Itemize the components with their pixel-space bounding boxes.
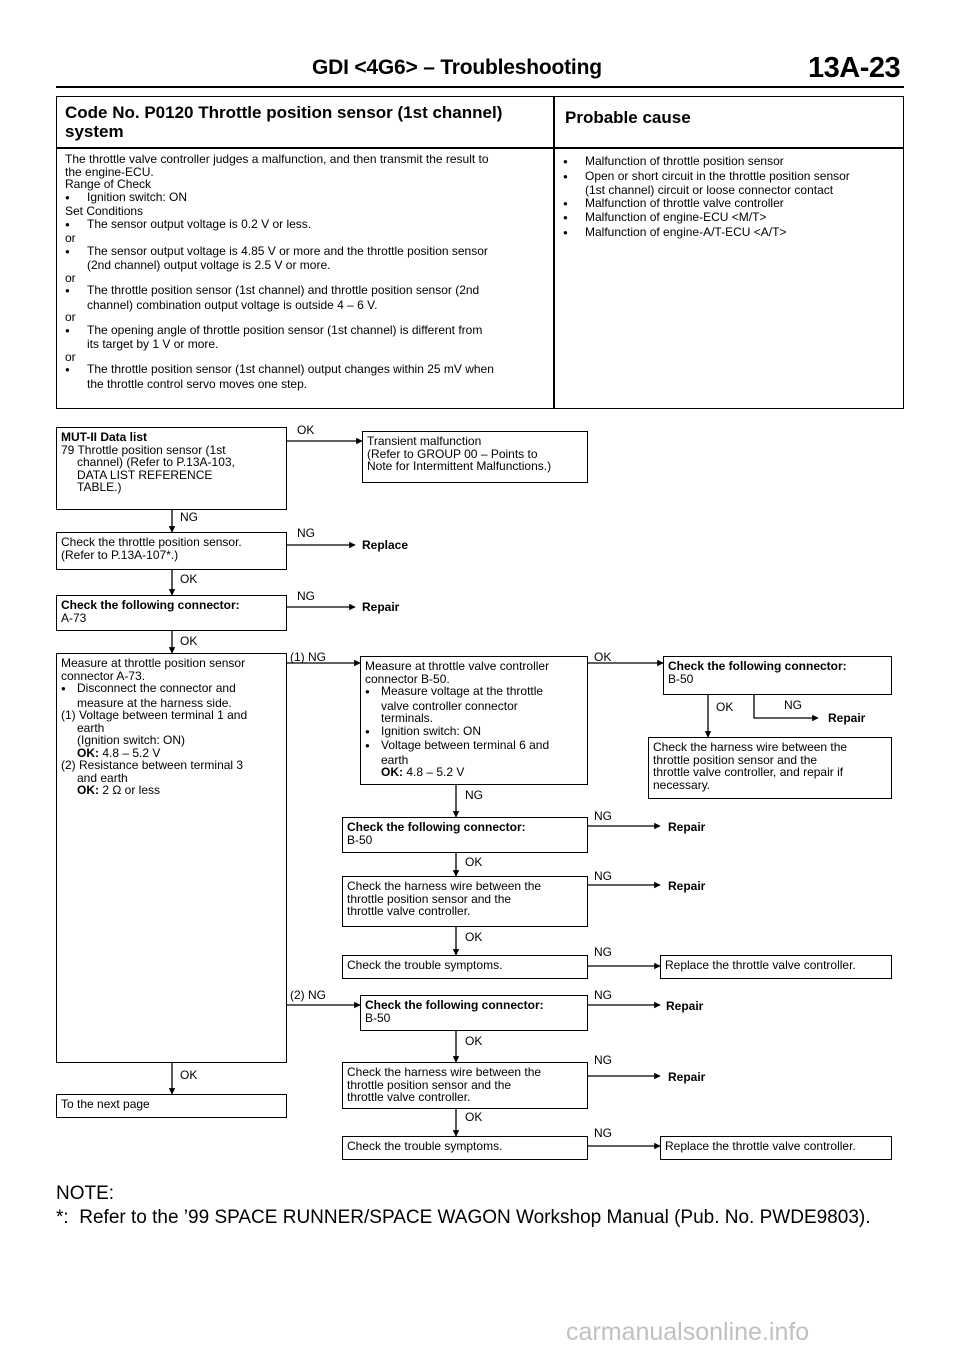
- box-line: DATA LIST REFERENCE: [77, 467, 213, 482]
- flow-label-ng1: (1) NG: [290, 650, 326, 664]
- flow-label-ng: NG: [180, 510, 198, 524]
- box-line: (Refer to P.13A-107*.): [61, 547, 179, 562]
- flow-label-ng: NG: [594, 945, 612, 959]
- description-line: the throttle control servo moves one step.: [87, 376, 308, 391]
- check-harness-and-repair-box: [648, 737, 892, 799]
- box-line: Check the trouble symptoms.: [347, 1139, 503, 1153]
- flow-label-ng: NG: [594, 988, 612, 1002]
- box-line: ● Voltage between terminal 6 and: [365, 739, 583, 754]
- box-line: ● Measure voltage at the throttle: [365, 685, 583, 700]
- box-line: Check the harness wire between the: [347, 879, 542, 893]
- box-line: B-50: [347, 832, 373, 847]
- flow-label-ng: NG: [297, 589, 315, 603]
- box-line: Note for Intermittent Malfunctions.): [367, 459, 552, 473]
- box-line: connector B-50.: [365, 671, 450, 686]
- flow-label-ok: OK: [465, 930, 483, 944]
- box-line: ● Disconnect the connector and: [61, 682, 282, 697]
- box-line: (2) Resistance between terminal 3: [61, 758, 244, 772]
- page-number: 13A-23: [808, 52, 901, 84]
- box-line: Check the trouble symptoms.: [347, 958, 503, 972]
- description-line: Set Conditions: [65, 204, 144, 218]
- box-line: 79 Throttle position sensor (1st: [61, 442, 226, 457]
- description-bullet: ● Ignition switch: ON: [65, 191, 549, 206]
- description-line: The throttle valve controller judges a malfunction, and then transmit the result to: [65, 152, 489, 166]
- check-trouble-symptoms-box-2: [342, 1136, 588, 1160]
- description-line: the engine-ECU.: [65, 164, 154, 179]
- flow-label-ok: OK: [180, 634, 198, 648]
- box-line: earth: [381, 752, 409, 767]
- cause-item: ● Malfunction of engine-ECU <M/T>: [563, 211, 903, 226]
- check-harness-box-2: [342, 1062, 588, 1109]
- box-line: throttle position sensor and the: [347, 891, 512, 906]
- box-line: Check the following connector:: [668, 659, 847, 673]
- flow-label-ok: OK: [297, 423, 315, 437]
- flow-label-ok: OK: [594, 650, 612, 664]
- description-bullet: ● The opening angle of throttle position sensor (1st channel) is different from: [65, 324, 549, 339]
- flow-label-ng: NG: [594, 869, 612, 883]
- ok-label: OK:: [381, 765, 403, 779]
- flow-label-ng: NG: [594, 809, 612, 823]
- result-repair: Repair: [828, 711, 866, 725]
- box-line: B-50: [365, 1010, 391, 1025]
- ok-value: 2 Ω or less: [102, 783, 160, 797]
- transient-malfunction-box: [362, 431, 588, 483]
- description-bullet: ● The sensor output voltage is 4.85 V or more and the throttle position sensor: [65, 245, 549, 260]
- check-connector-a73-box: [56, 595, 287, 631]
- box-line: Replace the throttle valve controller.: [665, 958, 856, 972]
- flow-label-ng2: (2) NG: [290, 988, 326, 1002]
- check-connector-b50-box-right: [663, 656, 892, 695]
- box-line: channel) (Refer to P.13A-103,: [77, 455, 235, 469]
- description-line: Range of Check: [65, 177, 152, 191]
- check-harness-box: [342, 876, 588, 927]
- description-bullet: ● The throttle position sensor (1st channel) output changes within 25 mV when: [65, 363, 549, 378]
- cause-item: ● Malfunction of engine-A/T-ECU <A/T>: [563, 226, 903, 241]
- replace-throttle-valve-controller-box: [660, 955, 892, 979]
- flow-label-ng: NG: [465, 788, 483, 802]
- watermark: carmanualsonline.info: [566, 1318, 810, 1346]
- box-line: connector A-73.: [61, 668, 146, 683]
- box-line: throttle valve controller, and repair if: [653, 765, 844, 779]
- box-line: throttle valve controller.: [347, 904, 471, 918]
- note-text: Refer to the ’99 SPACE RUNNER/SPACE WAGON Workshop Manual (Pub. No. PWDE9803).: [79, 1207, 871, 1228]
- footnote: [56, 1182, 871, 1230]
- flow-label-ok: OK: [180, 572, 198, 586]
- page-title: GDI <4G6> – Troubleshooting: [312, 56, 602, 79]
- check-connector-b50-box: [342, 817, 588, 853]
- result-repair: Repair: [668, 820, 706, 834]
- description-line: channel) combination output voltage is outside 4 – 6 V.: [87, 297, 378, 312]
- cause-item: ● Malfunction of throttle valve controller: [563, 197, 903, 212]
- check-trouble-symptoms-box: [342, 955, 588, 979]
- flow-label-ok: OK: [465, 855, 483, 869]
- note-marker: *:: [56, 1207, 69, 1228]
- check-throttle-position-sensor-box: [56, 532, 287, 570]
- box-line: To the next page: [61, 1097, 150, 1111]
- box-line: ● Ignition switch: ON: [365, 725, 583, 740]
- box-line: terminals.: [381, 711, 434, 725]
- ok-label: OK:: [77, 783, 99, 797]
- cause-item: ● Open or short circuit in the throttle position sensor: [563, 170, 903, 185]
- flow-label-ng: NG: [297, 526, 315, 540]
- box-line: B-50: [668, 671, 694, 686]
- next-page-box: [56, 1094, 287, 1118]
- box-line: Check the following connector:: [347, 820, 526, 834]
- cause-item: (1st channel) circuit or loose connector contact: [585, 183, 834, 197]
- box-line: Check the harness wire between the: [653, 740, 848, 754]
- mut-data-list-box: [56, 427, 287, 510]
- result-repair: Repair: [668, 879, 706, 893]
- probable-cause-heading: Probable cause: [565, 108, 691, 127]
- flow-label-ok: OK: [465, 1110, 483, 1124]
- box-line: A-73: [61, 610, 87, 625]
- ok-value: 4.8 – 5.2 V: [102, 745, 161, 760]
- description-line: or: [65, 349, 76, 364]
- description-bullet: ● The throttle position sensor (1st channel) and throttle position sensor (2nd: [65, 284, 549, 299]
- flow-label-ng: NG: [784, 698, 802, 712]
- description-line: (2nd channel) output voltage is 2.5 V or more.: [87, 258, 331, 272]
- description-bullet: ● The sensor output voltage is 0.2 V or less.: [65, 218, 549, 233]
- box-line: MUT-II Data list: [61, 430, 148, 444]
- box-line: measure at the harness side.: [77, 695, 232, 710]
- code-title: Code No. P0120 Throttle position sensor (1st channel) system: [65, 103, 503, 141]
- box-line: valve controller connector: [381, 698, 518, 713]
- box-line: Check the harness wire between the: [347, 1065, 542, 1079]
- result-repair: Repair: [668, 1070, 706, 1084]
- box-line: necessary.: [653, 777, 711, 792]
- box-line: TABLE.): [77, 480, 122, 494]
- box-line: earth: [77, 720, 105, 735]
- box-line: Check the following connector:: [61, 598, 240, 612]
- box-line: Measure at throttle valve controller: [365, 659, 550, 673]
- box-line: and earth: [77, 770, 128, 785]
- box-line: throttle position sensor and the: [653, 752, 818, 767]
- description-line: or: [65, 270, 76, 285]
- note-heading: NOTE:: [56, 1183, 115, 1204]
- flow-label-ng: NG: [594, 1053, 612, 1067]
- box-line: (1) Voltage between terminal 1 and: [61, 708, 248, 722]
- cause-item: ● Malfunction of throttle position sensor: [563, 155, 903, 170]
- box-line: Transient malfunction: [367, 434, 482, 448]
- replace-throttle-valve-controller-box-2: [660, 1136, 892, 1160]
- box-line: Replace the throttle valve controller.: [665, 1139, 856, 1153]
- flow-label-ok: OK: [465, 1034, 483, 1048]
- box-line: Check the following connector:: [365, 998, 544, 1012]
- measure-throttle-position-sensor-box: [56, 653, 287, 1063]
- description-line: its target by 1 V or more.: [87, 337, 219, 351]
- measure-throttle-valve-controller-box: [360, 656, 588, 785]
- box-line: Check the throttle position sensor.: [61, 535, 242, 549]
- box-line: throttle position sensor and the: [347, 1077, 512, 1092]
- box-line: throttle valve controller.: [347, 1090, 471, 1104]
- flow-label-ok: OK: [180, 1068, 198, 1082]
- result-repair: Repair: [666, 999, 704, 1013]
- box-line: (Refer to GROUP 00 – Points to: [367, 446, 538, 461]
- description-line: or: [65, 231, 76, 245]
- flow-label-ng: NG: [594, 1126, 612, 1140]
- flow-label-ok: OK: [716, 700, 734, 714]
- box-line: (Ignition switch: ON): [77, 733, 186, 747]
- check-connector-b50-box-2: [360, 995, 588, 1031]
- ok-label: OK:: [77, 745, 99, 760]
- ok-value: 4.8 – 5.2 V: [406, 765, 465, 779]
- result-replace: Replace: [362, 538, 409, 552]
- result-repair: Repair: [362, 600, 400, 614]
- description-line: or: [65, 310, 76, 324]
- box-line: Measure at throttle position sensor: [61, 656, 246, 670]
